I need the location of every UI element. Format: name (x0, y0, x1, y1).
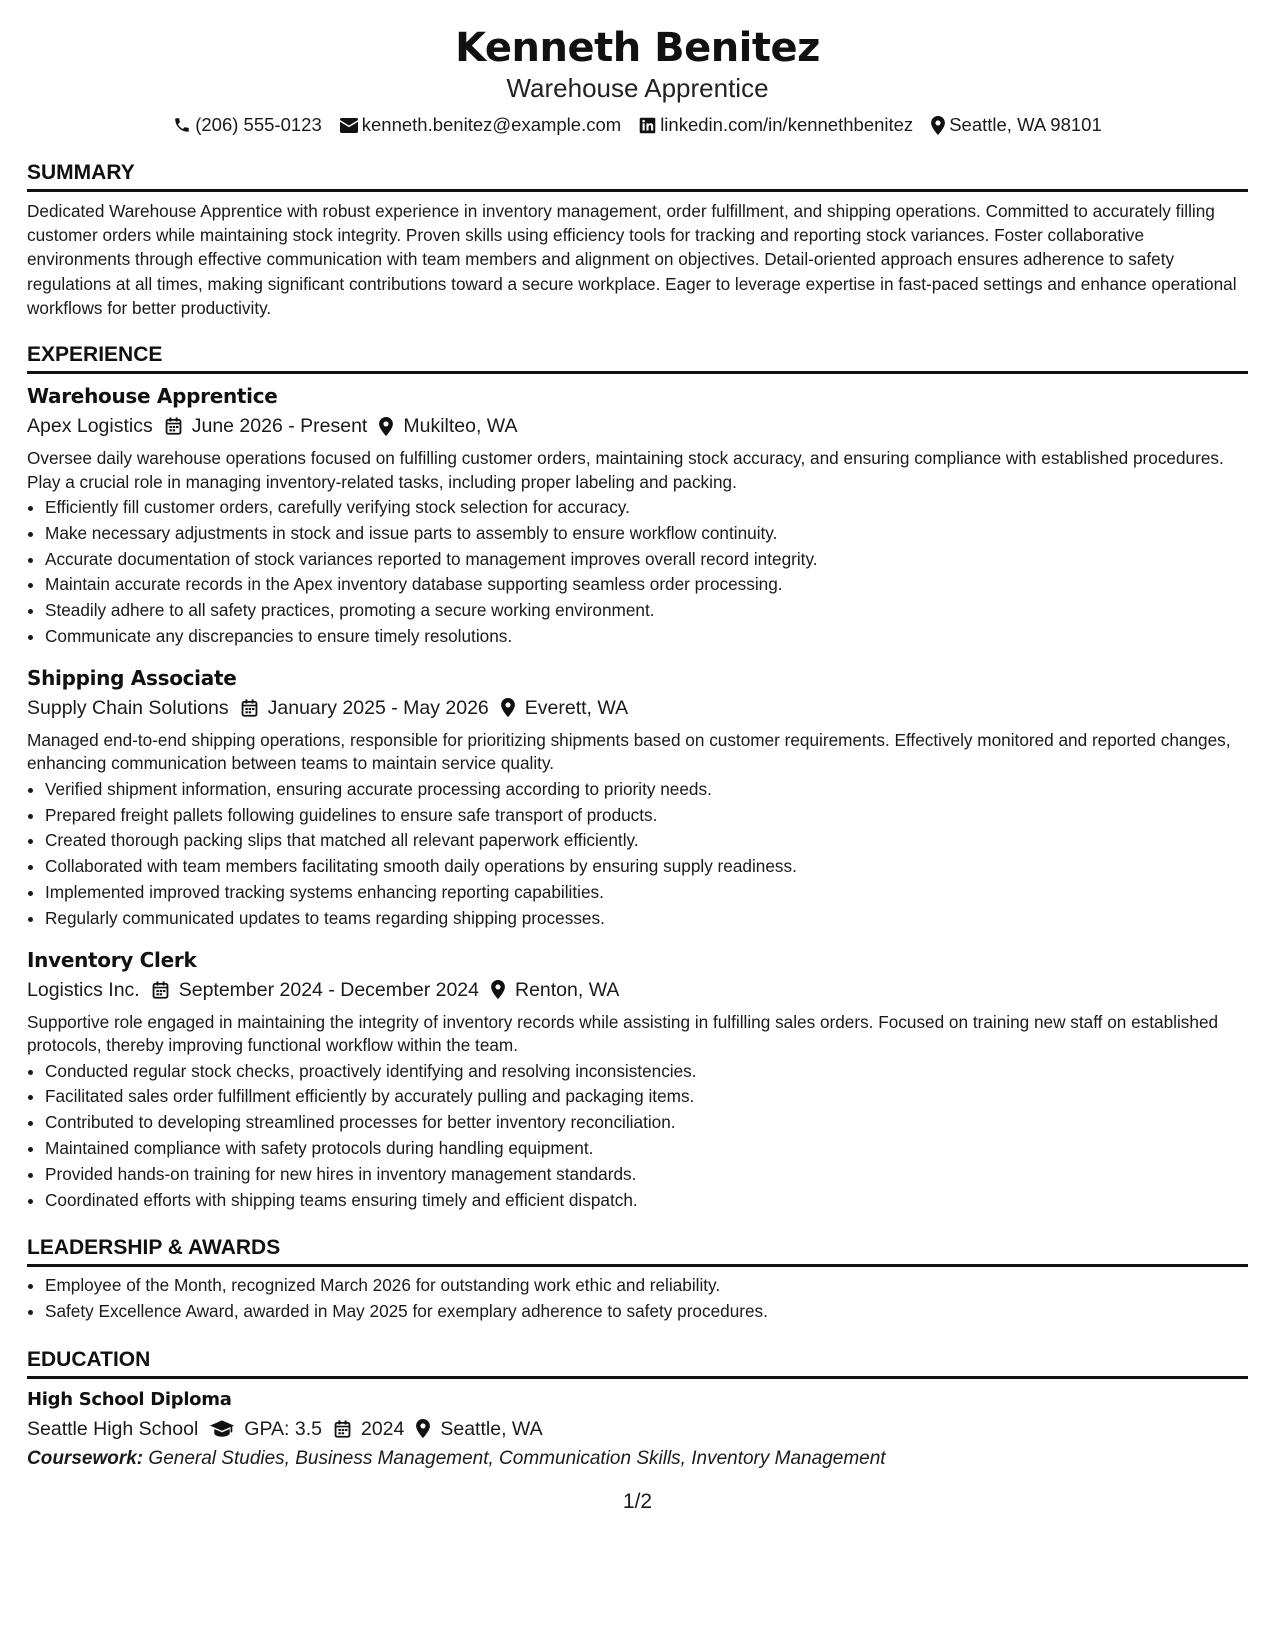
job-location: Mukilteo, WA (403, 415, 518, 438)
section-title: LEADERSHIP & AWARDS (27, 1235, 1248, 1267)
company-name: Logistics Inc. (27, 978, 140, 1001)
job-bullets (27, 1059, 1248, 1214)
calendar-icon (165, 417, 182, 435)
email-text[interactable]: kenneth.benitez@example.com (361, 114, 622, 135)
list-item: • Facilitated sales order fulfillment efficiently by accurately pulling and packaging items. (45, 1084, 1248, 1110)
job-entry (27, 946, 1248, 1214)
job-location: Everett, WA (524, 696, 629, 719)
summary-section (27, 160, 1248, 320)
coursework-list: General Studies, Business Management, Communication Skills, Inventory Management (148, 1447, 886, 1469)
calendar-icon (152, 981, 169, 999)
page-number: 1/2 (622, 1490, 653, 1513)
school-location: Seattle, WA (440, 1417, 543, 1440)
linkedin-text[interactable]: linkedin.com/in/kennethbenitez (660, 114, 914, 135)
coursework (27, 1445, 1248, 1473)
list-item: • Employee of the Month, recognized March 2026 for outstanding work ethic and reliability. (45, 1273, 1248, 1299)
graduation-year: 2024 (360, 1417, 405, 1440)
job-meta (27, 975, 1248, 1005)
calendar-icon (241, 699, 258, 717)
map-pin-icon (931, 116, 945, 135)
job-entry (27, 382, 1248, 650)
list-item: • Maintain accurate records in the Apex inventory database supporting seamless order processing. (45, 572, 1248, 598)
map-pin-icon (501, 698, 515, 717)
job-title: Inventory Clerk (27, 947, 197, 972)
section-title: SUMMARY (27, 160, 1248, 192)
list-item: • Safety Excellence Award, awarded in May 2025 for exemplary adherence to safety procedures. (45, 1299, 1248, 1325)
list-item: • Coordinated efforts with shipping teams ensuring timely and efficient dispatch. (45, 1188, 1248, 1214)
job-entry (27, 664, 1248, 932)
contact-phone (173, 112, 322, 138)
job-description: Oversee daily warehouse operations focused on fulfilling customer orders, maintaining stock accuracy, and ensuring compliance with established procedures. Play a crucial role in managing inventory-related tasks, including proper labeling and packing. (27, 448, 1224, 492)
degree-title: High School Diploma (27, 1388, 232, 1410)
candidate-role: Warehouse Apprentice (506, 73, 769, 103)
candidate-name: Kenneth Benitez (455, 25, 820, 71)
summary-text: Dedicated Warehouse Apprentice with robust experience in inventory management, order fulfillment, and shipping operations. Committed to accurately filling customer orders while maintaining stock integrity. Proven skills using efficiency tools for tracking and reporting stock variances. Foster collaborative environments through effective communication with team members and alignment on objectives. Detail-oriented approach ensures adherence to safety regulations at all times, making significant contributions toward a secure workplace. Eager to leverage expertise in fast-paced settings and enhance operational workflows for better productivity. (27, 201, 1237, 318)
company-name: Apex Logistics (27, 415, 153, 438)
job-title: Shipping Associate (27, 665, 237, 690)
job-title: Warehouse Apprentice (27, 384, 278, 409)
list-item: • Regularly communicated updates to teams regarding shipping processes. (45, 906, 1248, 932)
list-item: • Contributed to developing streamlined processes for better inventory reconciliation. (45, 1110, 1248, 1136)
graduation-cap-icon (210, 1420, 234, 1438)
list-item: • Created thorough packing slips that matched all relevant paperwork efficiently. (45, 828, 1248, 854)
list-item: • Collaborated with team members facilitating smooth daily operations by ensuring supply readiness. (45, 854, 1248, 880)
list-item: • Make necessary adjustments in stock and issue parts to assembly to ensure workflow continuity. (45, 521, 1248, 547)
contact-bar (27, 112, 1248, 138)
phone-text[interactable]: (206) 555-0123 (195, 114, 322, 135)
phone-icon (173, 116, 191, 134)
education-section (27, 1347, 1248, 1473)
job-dates: September 2024 - December 2024 (178, 978, 479, 1001)
job-dates: June 2026 - Present (191, 415, 368, 438)
job-meta (27, 693, 1248, 723)
gpa-text: GPA: 3.5 (244, 1417, 322, 1440)
school-name: Seattle High School (27, 1417, 199, 1440)
job-meta (27, 411, 1248, 441)
list-item: • Conducted regular stock checks, proactively identifying and resolving inconsistencies. (45, 1059, 1248, 1085)
list-item: • Implemented improved tracking systems enhancing reporting capabilities. (45, 880, 1248, 906)
resume-header (27, 22, 1248, 138)
education-meta (27, 1414, 1248, 1444)
map-pin-icon (491, 980, 505, 999)
job-bullets (27, 495, 1248, 650)
list-item: • Provided hands-on training for new hires in inventory management standards. (45, 1162, 1248, 1188)
contact-email (340, 112, 621, 138)
linkedin-icon (639, 117, 656, 134)
job-location: Renton, WA (514, 978, 620, 1001)
envelope-icon (340, 118, 358, 133)
list-item: • Accurate documentation of stock variances reported to management improves overall record integrity. (45, 547, 1248, 573)
map-pin-icon (379, 417, 393, 436)
location-text: Seattle, WA 98101 (949, 114, 1102, 135)
job-bullets (27, 777, 1248, 932)
calendar-icon (334, 1420, 351, 1438)
awards-list (27, 1273, 1248, 1325)
list-item: • Steadily adhere to all safety practices, promoting a secure working environment. (45, 598, 1248, 624)
list-item: • Verified shipment information, ensuring accurate processing according to priority needs. (45, 777, 1248, 803)
contact-linkedin (639, 112, 913, 138)
list-item: • Efficiently fill customer orders, carefully verifying stock selection for accuracy. (45, 495, 1248, 521)
list-item: • Communicate any discrepancies to ensure timely resolutions. (45, 624, 1248, 650)
experience-section (27, 342, 1248, 1213)
section-title: EDUCATION (27, 1347, 1248, 1379)
leadership-section (27, 1235, 1248, 1325)
list-item: • Maintained compliance with safety protocols during handling equipment. (45, 1136, 1248, 1162)
job-description: Supportive role engaged in maintaining the integrity of inventory records while assisting in fulfilling sales orders. Focused on training new staff on established protocols, thereby improving functional workflow within the team. (27, 1011, 1219, 1056)
list-item: • Prepared freight pallets following guidelines to ensure safe transport of products. (45, 803, 1248, 829)
section-title: EXPERIENCE (27, 342, 1248, 374)
job-dates: January 2025 - May 2026 (267, 696, 489, 719)
job-description: Managed end-to-end shipping operations, responsible for prioritizing shipments based on customer requirements. Effectively monitored and reported changes, enhancing communication between teams to maintain service quality. (27, 729, 1231, 774)
contact-location (931, 112, 1102, 138)
coursework-label: Coursework: (27, 1447, 144, 1469)
company-name: Supply Chain Solutions (27, 696, 229, 719)
map-pin-icon (416, 1419, 430, 1438)
